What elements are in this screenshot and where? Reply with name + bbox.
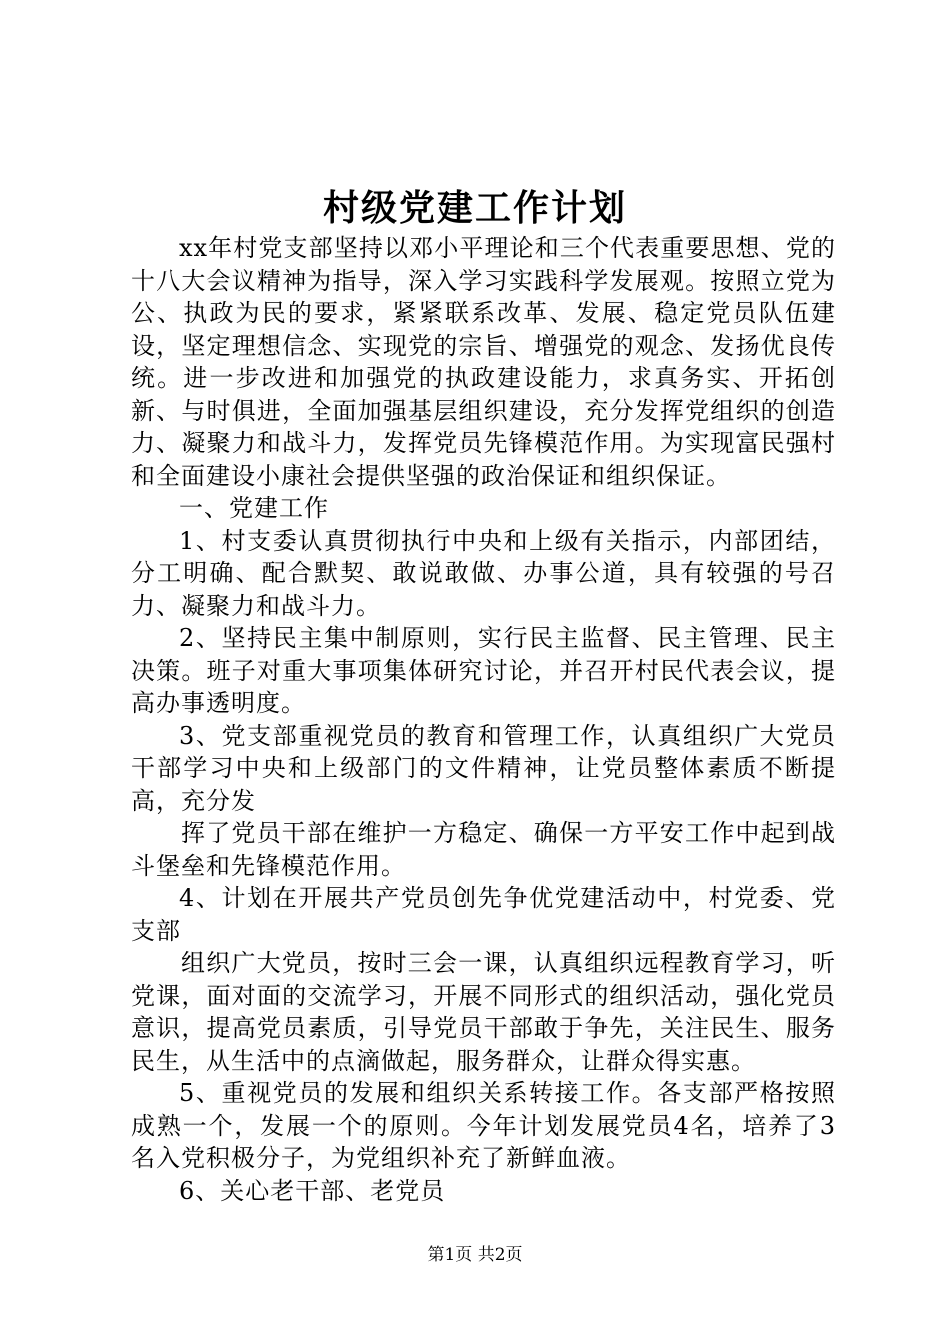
paragraph-item-2: 2、坚持民主集中制原则，实行民主监督、民主管理、民主决策。班子对重大事项集体研究讨论，并召开村民代表会议，提高办事透明度。 xyxy=(131,624,836,717)
document-body xyxy=(131,232,836,1207)
page-footer: 第1页 共2页 xyxy=(427,1245,523,1265)
paragraph-item-3-continued: 挥了党员干部在维护一方稳定、确保一方平安工作中起到战斗堡垒和先锋模范作用。 xyxy=(131,819,836,880)
paragraph-item-3: 3、党支部重视党员的教育和管理工作，认真组织广大党员干部学习中央和上级部门的文件精神，让党员整体素质不断提高，充分发 xyxy=(131,721,836,815)
paragraph-item-5: 5、重视党员的发展和组织关系转接工作。各支部严格按照成熟一个，发展一个的原则。今年计划发展党员4名，培养了3名入党积极分子，为党组织补充了新鲜血液。 xyxy=(131,1079,836,1172)
paragraph-item-1: 1、村支委认真贯彻执行中央和上级有关指示，内部团结，分工明确、配合默契、敢说敢做、办事公道，具有较强的号召力、凝聚力和战斗力。 xyxy=(131,526,836,620)
paragraph-item-4-continued: 组织广大党员，按时三会一课，认真组织远程教育学习，听党课，面对面的交流学习，开展不同形式的组织活动，强化党员意识，提高党员素质，引导党员干部敢于争先，关注民生、服务民生，从生活中的点滴做起，服务群众，让群众得实惠。 xyxy=(131,949,836,1075)
section-heading: 一、党建工作 xyxy=(179,494,329,522)
document-title: 村级党建工作计划 xyxy=(322,187,627,229)
paragraph-intro: xx年村党支部坚持以邓小平理论和三个代表重要思想、党的十八大会议精神为指导，深入学习实践科学发展观。按照立党为公、执政为民的要求，紧紧联系改革、发展、稳定党员队伍建设，坚定理想信念、实现党的宗旨、增强党的观念、发扬优良传统。进一步改进和加强党的执政建设能力，求真务实、开拓创新、与时俱进，全面加强基层组织建设，充分发挥党组织的创造力、凝聚力和战斗力，发挥党员先锋模范作用。为实现富民强村和全面建设小康社会提供坚强的政治保证和组织保证。 xyxy=(131,234,836,490)
paragraph-item-4: 4、计划在开展共产党员创先争优党建活动中，村党委、党支部 xyxy=(131,884,836,945)
paragraph-item-6: 6、关心老干部、老党员 xyxy=(179,1176,446,1205)
